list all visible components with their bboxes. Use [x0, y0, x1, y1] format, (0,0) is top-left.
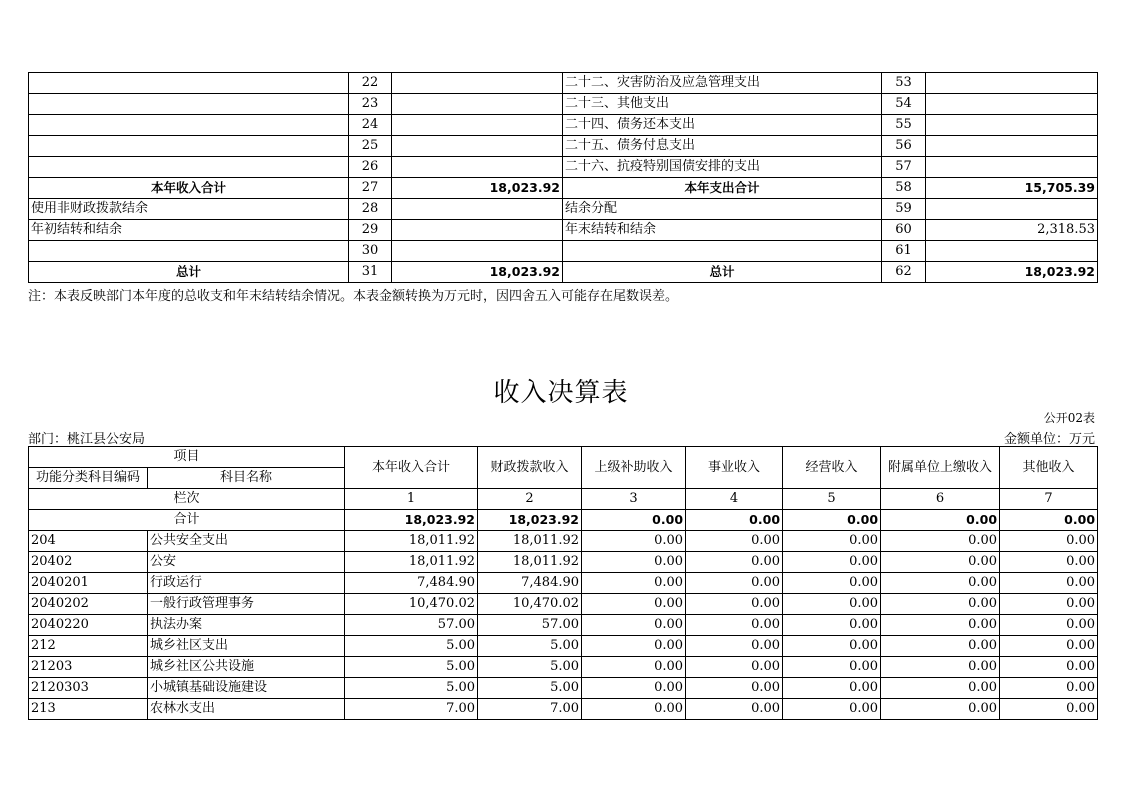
header-col-index: 栏次 — [29, 489, 345, 510]
amount-cell: 0.00 — [686, 678, 783, 699]
total-row — [29, 510, 1098, 531]
subject-code: 20402 — [29, 552, 148, 573]
right-amount — [926, 241, 1098, 262]
col-number: 6 — [881, 489, 1000, 510]
header-col-2: 财政拨款收入 — [478, 447, 582, 489]
total-value: 0.00 — [582, 510, 686, 531]
left-item-label: 使用非财政拨款结余 — [29, 199, 349, 220]
table-row — [29, 531, 1098, 552]
left-amount — [392, 241, 563, 262]
subject-code: 2040220 — [29, 615, 148, 636]
left-line-number: 28 — [349, 199, 392, 220]
amount-cell: 0.00 — [582, 552, 686, 573]
left-amount — [392, 94, 563, 115]
left-line-number: 30 — [349, 241, 392, 262]
subject-code: 213 — [29, 699, 148, 720]
right-amount — [926, 136, 1098, 157]
right-item-label — [563, 241, 882, 262]
amount-cell: 0.00 — [783, 699, 881, 720]
left-amount — [392, 157, 563, 178]
col-number: 1 — [345, 489, 478, 510]
left-amount — [392, 73, 563, 94]
header-col-5: 经营收入 — [783, 447, 881, 489]
left-line-number: 24 — [349, 115, 392, 136]
amount-cell: 0.00 — [1000, 552, 1098, 573]
table-row — [29, 678, 1098, 699]
amount-cell: 0.00 — [783, 531, 881, 552]
amount-cell: 7,484.90 — [345, 573, 478, 594]
amount-cell: 0.00 — [881, 531, 1000, 552]
amount-cell: 0.00 — [582, 636, 686, 657]
amount-cell: 0.00 — [686, 615, 783, 636]
summary-table — [28, 72, 1098, 283]
left-amount — [392, 220, 563, 241]
form-code: 公开02表 — [1043, 411, 1095, 425]
amount-cell: 18,011.92 — [478, 531, 582, 552]
amount-cell: 0.00 — [1000, 615, 1098, 636]
amount-cell: 0.00 — [783, 678, 881, 699]
summary-row — [29, 262, 1098, 283]
total-value: 18,023.92 — [478, 510, 582, 531]
total-value: 0.00 — [783, 510, 881, 531]
subject-name: 执法办案 — [148, 615, 345, 636]
header-col-4: 事业收入 — [686, 447, 783, 489]
amount-cell: 0.00 — [1000, 573, 1098, 594]
right-line-number: 54 — [882, 94, 926, 115]
right-item-label: 年末结转和结余 — [563, 220, 882, 241]
amount-cell: 0.00 — [783, 594, 881, 615]
table-row — [29, 552, 1098, 573]
amount-cell: 5.00 — [345, 636, 478, 657]
table-row — [29, 615, 1098, 636]
amount-cell: 0.00 — [686, 573, 783, 594]
amount-cell: 0.00 — [783, 636, 881, 657]
subject-code: 2040201 — [29, 573, 148, 594]
header-col-3: 上级补助收入 — [582, 447, 686, 489]
amount-cell: 0.00 — [1000, 636, 1098, 657]
amount-cell: 0.00 — [686, 636, 783, 657]
right-line-number: 61 — [882, 241, 926, 262]
left-line-number: 29 — [349, 220, 392, 241]
subject-name: 公共安全支出 — [148, 531, 345, 552]
subject-code: 204 — [29, 531, 148, 552]
right-amount — [926, 115, 1098, 136]
left-line-number: 31 — [349, 262, 392, 283]
amount-cell: 57.00 — [345, 615, 478, 636]
right-amount — [926, 199, 1098, 220]
left-amount — [392, 199, 563, 220]
header-col-6: 附属单位上缴收入 — [881, 447, 1000, 489]
amount-cell: 7.00 — [478, 699, 582, 720]
income-table — [28, 446, 1098, 720]
table-row — [29, 699, 1098, 720]
right-item-label: 二十四、债务还本支出 — [563, 115, 882, 136]
left-amount — [392, 136, 563, 157]
department-label: 部门：桃江县公安局 — [28, 432, 146, 447]
table-note: 注：本表反映部门本年度的总收支和年末结转结余情况。本表金额转换为万元时，因四舍五入可能存在尾数误差。 — [28, 289, 679, 304]
summary-row — [29, 115, 1098, 136]
total-label: 合计 — [29, 510, 345, 531]
amount-cell: 5.00 — [345, 678, 478, 699]
subject-name: 农林水支出 — [148, 699, 345, 720]
right-item-label: 二十三、其他支出 — [563, 94, 882, 115]
summary-row — [29, 220, 1098, 241]
amount-cell: 7.00 — [345, 699, 478, 720]
subject-code: 2040202 — [29, 594, 148, 615]
left-item-label — [29, 157, 349, 178]
amount-cell: 10,470.02 — [478, 594, 582, 615]
right-line-number: 58 — [882, 178, 926, 199]
right-line-number: 62 — [882, 262, 926, 283]
right-item-label: 本年支出合计 — [563, 178, 882, 199]
amount-cell: 0.00 — [686, 699, 783, 720]
total-value: 18,023.92 — [345, 510, 478, 531]
right-line-number: 53 — [882, 73, 926, 94]
right-item-label: 结余分配 — [563, 199, 882, 220]
subject-name: 行政运行 — [148, 573, 345, 594]
amount-cell: 0.00 — [881, 657, 1000, 678]
amount-cell: 0.00 — [1000, 657, 1098, 678]
table-row — [29, 573, 1098, 594]
amount-cell: 0.00 — [783, 615, 881, 636]
table-row — [29, 636, 1098, 657]
header-col-1: 本年收入合计 — [345, 447, 478, 489]
summary-row — [29, 241, 1098, 262]
amount-cell: 0.00 — [582, 699, 686, 720]
amount-cell: 5.00 — [478, 636, 582, 657]
right-line-number: 60 — [882, 220, 926, 241]
amount-cell: 18,011.92 — [345, 552, 478, 573]
subject-name: 城乡社区支出 — [148, 636, 345, 657]
amount-cell: 0.00 — [881, 678, 1000, 699]
subject-name: 公安 — [148, 552, 345, 573]
right-line-number: 59 — [882, 199, 926, 220]
amount-cell: 0.00 — [582, 615, 686, 636]
left-item-label: 本年收入合计 — [29, 178, 349, 199]
amount-cell: 0.00 — [881, 594, 1000, 615]
summary-row — [29, 199, 1098, 220]
left-line-number: 23 — [349, 94, 392, 115]
subject-code: 2120303 — [29, 678, 148, 699]
left-amount — [392, 115, 563, 136]
subject-name: 城乡社区公共设施 — [148, 657, 345, 678]
amount-cell: 0.00 — [881, 699, 1000, 720]
left-item-label — [29, 115, 349, 136]
right-line-number: 56 — [882, 136, 926, 157]
total-value: 0.00 — [1000, 510, 1098, 531]
left-item-label: 总计 — [29, 262, 349, 283]
header-col-7: 其他收入 — [1000, 447, 1098, 489]
subject-name: 一般行政管理事务 — [148, 594, 345, 615]
table-row — [29, 657, 1098, 678]
col-number: 5 — [783, 489, 881, 510]
left-line-number: 25 — [349, 136, 392, 157]
subject-code: 21203 — [29, 657, 148, 678]
amount-cell: 0.00 — [783, 657, 881, 678]
right-amount: 2,318.53 — [926, 220, 1098, 241]
col-number: 3 — [582, 489, 686, 510]
left-line-number: 22 — [349, 73, 392, 94]
summary-row — [29, 178, 1098, 199]
left-amount: 18,023.92 — [392, 262, 563, 283]
amount-cell: 0.00 — [881, 573, 1000, 594]
summary-row — [29, 136, 1098, 157]
right-line-number: 55 — [882, 115, 926, 136]
left-item-label: 年初结转和结余 — [29, 220, 349, 241]
right-amount — [926, 73, 1098, 94]
amount-cell: 0.00 — [881, 636, 1000, 657]
table-row — [29, 594, 1098, 615]
unit-label: 金额单位：万元 — [1003, 432, 1095, 447]
amount-cell: 0.00 — [1000, 699, 1098, 720]
right-amount: 18,023.92 — [926, 262, 1098, 283]
amount-cell: 0.00 — [686, 594, 783, 615]
amount-cell: 0.00 — [582, 657, 686, 678]
right-item-label: 二十五、债务付息支出 — [563, 136, 882, 157]
amount-cell: 0.00 — [582, 531, 686, 552]
amount-cell: 5.00 — [478, 678, 582, 699]
col-number: 4 — [686, 489, 783, 510]
amount-cell: 0.00 — [783, 552, 881, 573]
amount-cell: 0.00 — [1000, 531, 1098, 552]
summary-row — [29, 157, 1098, 178]
left-item-label — [29, 241, 349, 262]
total-value: 0.00 — [686, 510, 783, 531]
left-amount: 18,023.92 — [392, 178, 563, 199]
amount-cell: 0.00 — [582, 573, 686, 594]
amount-cell: 0.00 — [881, 552, 1000, 573]
amount-cell: 18,011.92 — [478, 552, 582, 573]
col-number: 2 — [478, 489, 582, 510]
right-amount — [926, 94, 1098, 115]
amount-cell: 0.00 — [1000, 678, 1098, 699]
amount-cell: 5.00 — [478, 657, 582, 678]
left-line-number: 26 — [349, 157, 392, 178]
right-amount — [926, 157, 1098, 178]
page-title: 收入决算表 — [493, 378, 629, 408]
amount-cell: 0.00 — [783, 573, 881, 594]
amount-cell: 0.00 — [881, 615, 1000, 636]
left-item-label — [29, 136, 349, 157]
header-item: 项目 — [29, 447, 345, 468]
summary-row — [29, 94, 1098, 115]
left-item-label — [29, 94, 349, 115]
right-item-label: 总计 — [563, 262, 882, 283]
amount-cell: 7,484.90 — [478, 573, 582, 594]
right-amount: 15,705.39 — [926, 178, 1098, 199]
subject-code: 212 — [29, 636, 148, 657]
amount-cell: 0.00 — [686, 657, 783, 678]
amount-cell: 0.00 — [686, 552, 783, 573]
right-item-label: 二十二、灾害防治及应急管理支出 — [563, 73, 882, 94]
left-line-number: 27 — [349, 178, 392, 199]
right-item-label: 二十六、抗疫特别国债安排的支出 — [563, 157, 882, 178]
col-number: 7 — [1000, 489, 1098, 510]
amount-cell: 57.00 — [478, 615, 582, 636]
summary-row — [29, 73, 1098, 94]
amount-cell: 0.00 — [582, 678, 686, 699]
amount-cell: 10,470.02 — [345, 594, 478, 615]
amount-cell: 0.00 — [686, 531, 783, 552]
header-name: 科目名称 — [148, 468, 345, 489]
amount-cell: 0.00 — [582, 594, 686, 615]
right-line-number: 57 — [882, 157, 926, 178]
header-code: 功能分类科目编码 — [29, 468, 148, 489]
amount-cell: 18,011.92 — [345, 531, 478, 552]
left-item-label — [29, 73, 349, 94]
amount-cell: 5.00 — [345, 657, 478, 678]
amount-cell: 0.00 — [1000, 594, 1098, 615]
total-value: 0.00 — [881, 510, 1000, 531]
subject-name: 小城镇基础设施建设 — [148, 678, 345, 699]
